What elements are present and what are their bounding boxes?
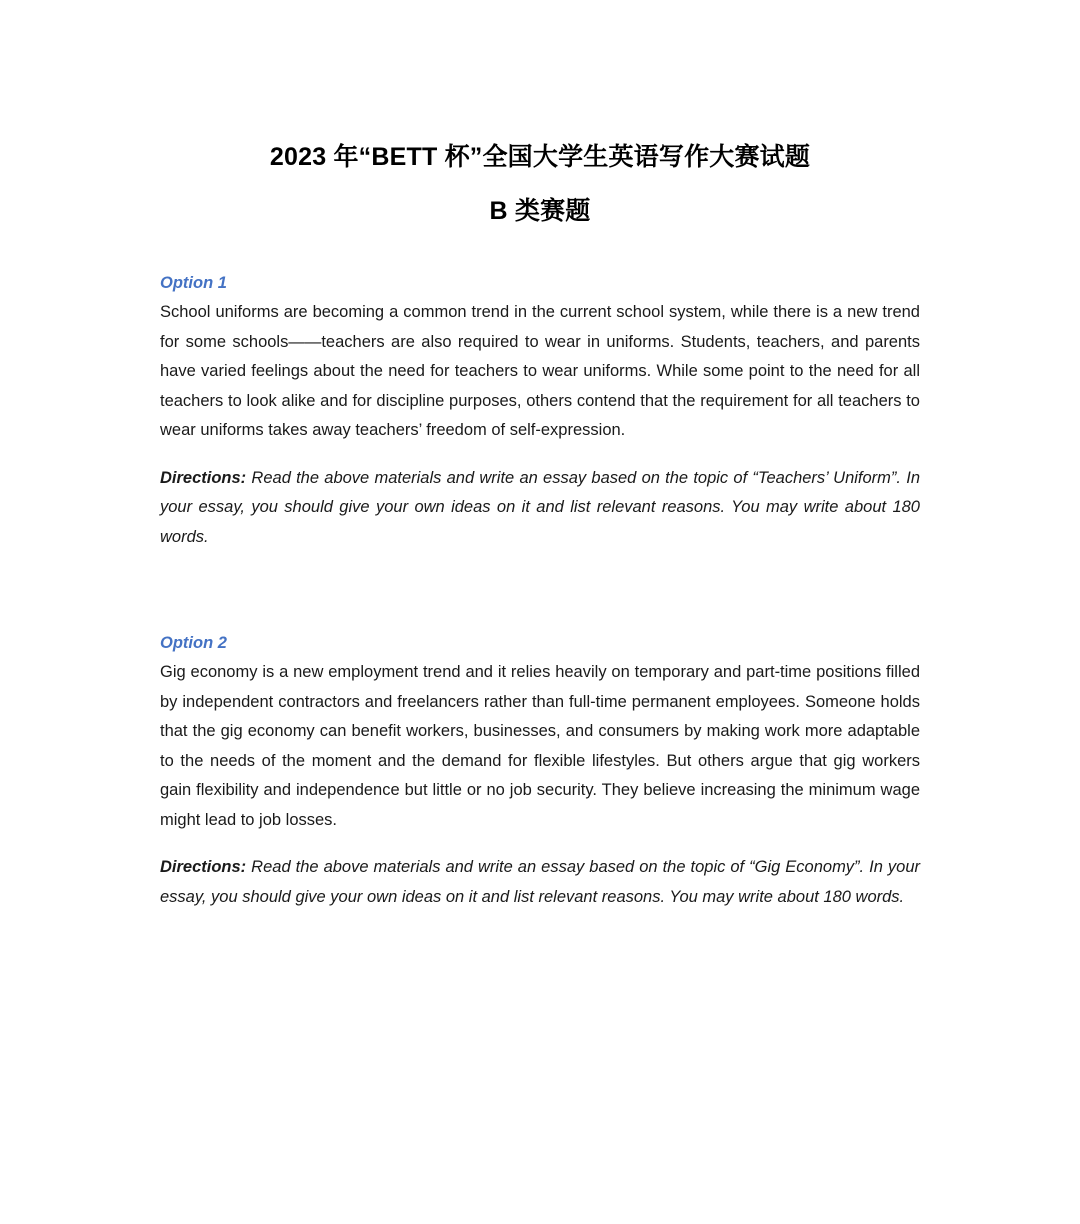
document-title-line-2: B 类赛题	[489, 197, 591, 225]
option-2-heading: Option 2	[160, 634, 227, 652]
option-2-body-paragraph: Gig economy is a new employment trend and it relies heavily on temporary and part-time positions filled by independent contractors and freelancers rather than full-time permanent employees. Someone holds that the gig economy can benefit workers, businesses, and consumers by making work more adaptable to the needs of the moment and the demand for flexible lifestyles. But others argue that gig workers gain flexibility and independence but little or no job security. They believe increasing the minimum wage might lead to job losses.	[160, 663, 920, 829]
spacer-between-options	[160, 552, 920, 632]
option-2-directions-label: Directions:	[160, 858, 247, 876]
option-1-directions-text: Read the above materials and write an essay based on the topic of “Teachers’ Uniform”. In your essay, you should give your own ideas on it and list relevant reasons. You may write about 180 words.	[160, 468, 920, 546]
option-1-body-paragraph: School uniforms are becoming a common trend in the current school system, while there is a new trend for some schools——teachers are also required to wear in uniforms. Students, teachers, and parents have varied feelings about the need for teachers to wear uniforms. While some point to the need for all teachers to look alike and for discipline purposes, others contend that the requirement for all teachers to wear uniforms takes away teachers’ freedom of self-expression.	[160, 303, 920, 439]
option-2-directions-text: Read the above materials and write an essay based on the topic of “Gig Economy”. In your essay, you should give your own ideas on it and list relevant reasons. You may write about 180 words.	[160, 858, 920, 906]
spacer-option-1-body-directions	[160, 446, 920, 464]
spacer-option-2-body-directions	[160, 835, 920, 853]
document-title-line-1: 2023 年“BETT 杯”全国大学生英语写作大赛试题	[269, 143, 811, 171]
document-content-column	[160, 0, 920, 912]
option-1-directions-label: Directions:	[160, 468, 247, 487]
option-1-directions-paragraph	[160, 464, 920, 553]
option-1-heading: Option 1	[160, 274, 227, 292]
option-2-directions-paragraph	[160, 853, 920, 912]
